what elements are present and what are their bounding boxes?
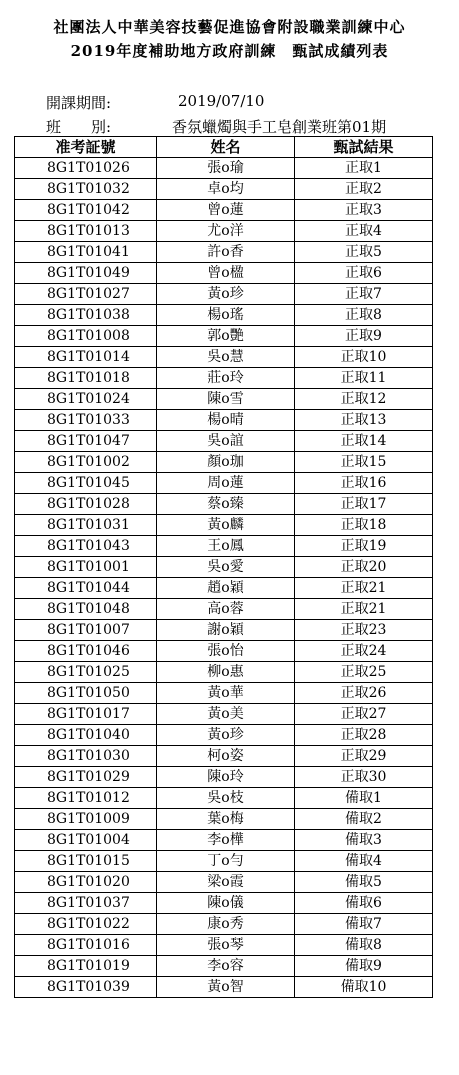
result-cell: 備取5 <box>295 872 433 893</box>
exam-id-cell: 8G1T01018 <box>15 368 157 389</box>
exam-id-cell: 8G1T01048 <box>15 599 157 620</box>
exam-id-cell: 8G1T01014 <box>15 347 157 368</box>
result-cell: 正取8 <box>295 305 433 326</box>
result-cell: 備取4 <box>295 851 433 872</box>
exam-id-cell: 8G1T01024 <box>15 389 157 410</box>
column-header-result: 甄試結果 <box>295 137 433 158</box>
table-row <box>15 704 433 725</box>
name-cell: 曾o蓮 <box>157 200 295 221</box>
exam-id-cell: 8G1T01045 <box>15 473 157 494</box>
result-cell: 正取2 <box>295 179 433 200</box>
table-row <box>15 515 433 536</box>
result-cell: 正取10 <box>295 347 433 368</box>
result-cell: 正取23 <box>295 620 433 641</box>
name-cell: 張o瑜 <box>157 158 295 179</box>
name-cell: 陳o玲 <box>157 767 295 788</box>
table-header-row <box>15 137 433 158</box>
result-cell: 正取18 <box>295 515 433 536</box>
result-cell: 正取25 <box>295 662 433 683</box>
result-cell: 正取12 <box>295 389 433 410</box>
result-cell: 備取2 <box>295 809 433 830</box>
result-cell: 正取29 <box>295 746 433 767</box>
table-row <box>15 662 433 683</box>
table-row <box>15 326 433 347</box>
exam-id-cell: 8G1T01009 <box>15 809 157 830</box>
result-cell: 正取5 <box>295 242 433 263</box>
result-cell: 正取17 <box>295 494 433 515</box>
table-row <box>15 914 433 935</box>
result-cell: 正取21 <box>295 599 433 620</box>
result-cell: 備取8 <box>295 935 433 956</box>
result-cell: 備取1 <box>295 788 433 809</box>
table-row <box>15 746 433 767</box>
name-cell: 卓o均 <box>157 179 295 200</box>
table-row <box>15 368 433 389</box>
table-row <box>15 809 433 830</box>
exam-id-cell: 8G1T01013 <box>15 221 157 242</box>
result-cell: 正取13 <box>295 410 433 431</box>
exam-id-cell: 8G1T01047 <box>15 431 157 452</box>
table-row <box>15 347 433 368</box>
table-row <box>15 221 433 242</box>
name-cell: 葉o梅 <box>157 809 295 830</box>
name-cell: 莊o玲 <box>157 368 295 389</box>
exam-id-cell: 8G1T01046 <box>15 641 157 662</box>
name-cell: 王o鳳 <box>157 536 295 557</box>
exam-id-cell: 8G1T01050 <box>15 683 157 704</box>
result-cell: 正取30 <box>295 767 433 788</box>
result-cell: 正取16 <box>295 473 433 494</box>
name-cell: 曾o楹 <box>157 263 295 284</box>
table-row <box>15 872 433 893</box>
result-cell: 正取15 <box>295 452 433 473</box>
table-row <box>15 788 433 809</box>
result-cell: 正取11 <box>295 368 433 389</box>
table-row <box>15 599 433 620</box>
column-header-exam-id: 准考証號 <box>15 137 157 158</box>
name-cell: 李o樺 <box>157 830 295 851</box>
table-row <box>15 935 433 956</box>
exam-id-cell: 8G1T01002 <box>15 452 157 473</box>
table-row <box>15 263 433 284</box>
exam-id-cell: 8G1T01028 <box>15 494 157 515</box>
result-cell: 正取27 <box>295 704 433 725</box>
exam-id-cell: 8G1T01007 <box>15 620 157 641</box>
period-value: 2019/07/10 <box>178 92 265 110</box>
exam-id-cell: 8G1T01017 <box>15 704 157 725</box>
table-row <box>15 893 433 914</box>
document-title: 社團法人中華美容技藝促進協會附設職業訓練中心 <box>53 18 406 36</box>
name-cell: 黃o華 <box>157 683 295 704</box>
name-cell: 謝o穎 <box>157 620 295 641</box>
name-cell: 吳o枝 <box>157 788 295 809</box>
name-cell: 柯o姿 <box>157 746 295 767</box>
table-row <box>15 242 433 263</box>
table-row <box>15 452 433 473</box>
name-cell: 陳o雪 <box>157 389 295 410</box>
table-row <box>15 851 433 872</box>
result-cell: 正取6 <box>295 263 433 284</box>
table-row <box>15 767 433 788</box>
name-cell: 顏o珈 <box>157 452 295 473</box>
exam-id-cell: 8G1T01001 <box>15 557 157 578</box>
column-header-name: 姓名 <box>157 137 295 158</box>
result-cell: 正取14 <box>295 431 433 452</box>
name-cell: 吳o慧 <box>157 347 295 368</box>
exam-id-cell: 8G1T01015 <box>15 851 157 872</box>
exam-id-cell: 8G1T01025 <box>15 662 157 683</box>
result-cell: 正取7 <box>295 284 433 305</box>
exam-id-cell: 8G1T01043 <box>15 536 157 557</box>
exam-id-cell: 8G1T01039 <box>15 977 157 998</box>
table-row <box>15 431 433 452</box>
name-cell: 黃o珍 <box>157 725 295 746</box>
class-value: 香氛蠟燭與手工皂創業班第01期 <box>172 118 387 136</box>
table-row <box>15 158 433 179</box>
name-cell: 梁o霞 <box>157 872 295 893</box>
table-row <box>15 830 433 851</box>
name-cell: 張o怡 <box>157 641 295 662</box>
result-cell: 正取26 <box>295 683 433 704</box>
name-cell: 李o容 <box>157 956 295 977</box>
result-cell: 備取9 <box>295 956 433 977</box>
name-cell: 高o蓉 <box>157 599 295 620</box>
exam-id-cell: 8G1T01041 <box>15 242 157 263</box>
exam-id-cell: 8G1T01029 <box>15 767 157 788</box>
name-cell: 郭o艷 <box>157 326 295 347</box>
period-label: 開課期間: <box>46 94 112 112</box>
exam-id-cell: 8G1T01049 <box>15 263 157 284</box>
result-cell: 正取20 <box>295 557 433 578</box>
table-row <box>15 410 433 431</box>
name-cell: 康o秀 <box>157 914 295 935</box>
exam-id-cell: 8G1T01038 <box>15 305 157 326</box>
name-cell: 吳o誼 <box>157 431 295 452</box>
table-row <box>15 683 433 704</box>
result-cell: 正取21 <box>295 578 433 599</box>
result-cell: 正取3 <box>295 200 433 221</box>
exam-id-cell: 8G1T01042 <box>15 200 157 221</box>
table-row <box>15 200 433 221</box>
table-row <box>15 305 433 326</box>
name-cell: 周o蓮 <box>157 473 295 494</box>
result-cell: 正取28 <box>295 725 433 746</box>
name-cell: 張o琴 <box>157 935 295 956</box>
exam-id-cell: 8G1T01027 <box>15 284 157 305</box>
exam-id-cell: 8G1T01020 <box>15 872 157 893</box>
exam-id-cell: 8G1T01040 <box>15 725 157 746</box>
name-cell: 楊o瑤 <box>157 305 295 326</box>
name-cell: 黃o麟 <box>157 515 295 536</box>
table-row <box>15 641 433 662</box>
result-cell: 備取7 <box>295 914 433 935</box>
name-cell: 楊o晴 <box>157 410 295 431</box>
table-row <box>15 578 433 599</box>
exam-id-cell: 8G1T01026 <box>15 158 157 179</box>
name-cell: 黃o美 <box>157 704 295 725</box>
exam-id-cell: 8G1T01032 <box>15 179 157 200</box>
name-cell: 許o香 <box>157 242 295 263</box>
name-cell: 陳o儀 <box>157 893 295 914</box>
table-row <box>15 179 433 200</box>
table-row <box>15 536 433 557</box>
exam-id-cell: 8G1T01033 <box>15 410 157 431</box>
exam-id-cell: 8G1T01037 <box>15 893 157 914</box>
name-cell: 趙o穎 <box>157 578 295 599</box>
exam-id-cell: 8G1T01004 <box>15 830 157 851</box>
result-cell: 正取19 <box>295 536 433 557</box>
table-row <box>15 977 433 998</box>
table-row <box>15 389 433 410</box>
exam-id-cell: 8G1T01044 <box>15 578 157 599</box>
name-cell: 尤o洋 <box>157 221 295 242</box>
name-cell: 吳o愛 <box>157 557 295 578</box>
document-subtitle: 2019年度補助地方政府訓練 甄試成績列表 <box>70 42 389 60</box>
table-row <box>15 473 433 494</box>
result-cell: 正取4 <box>295 221 433 242</box>
table-row <box>15 620 433 641</box>
result-cell: 正取24 <box>295 641 433 662</box>
exam-id-cell: 8G1T01022 <box>15 914 157 935</box>
name-cell: 蔡o臻 <box>157 494 295 515</box>
result-cell: 備取6 <box>295 893 433 914</box>
table-row <box>15 956 433 977</box>
exam-id-cell: 8G1T01031 <box>15 515 157 536</box>
result-cell: 正取9 <box>295 326 433 347</box>
table-row <box>15 557 433 578</box>
name-cell: 柳o惠 <box>157 662 295 683</box>
name-cell: 黃o智 <box>157 977 295 998</box>
name-cell: 丁o勻 <box>157 851 295 872</box>
exam-id-cell: 8G1T01019 <box>15 956 157 977</box>
result-cell: 正取1 <box>295 158 433 179</box>
exam-id-cell: 8G1T01016 <box>15 935 157 956</box>
exam-id-cell: 8G1T01012 <box>15 788 157 809</box>
result-cell: 備取3 <box>295 830 433 851</box>
exam-id-cell: 8G1T01008 <box>15 326 157 347</box>
result-cell: 備取10 <box>295 977 433 998</box>
name-cell: 黃o珍 <box>157 284 295 305</box>
table-row <box>15 284 433 305</box>
table-row <box>15 725 433 746</box>
results-table <box>14 136 433 998</box>
exam-id-cell: 8G1T01030 <box>15 746 157 767</box>
table-row <box>15 494 433 515</box>
class-label: 班 別: <box>46 118 112 136</box>
